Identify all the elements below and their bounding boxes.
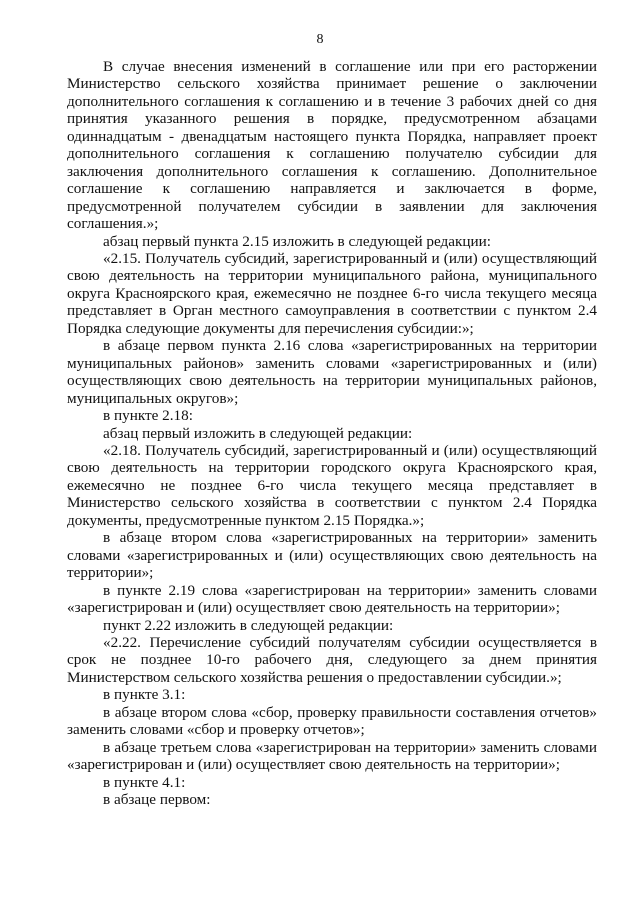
paragraph-instruction-2-18: в пункте 2.18: bbox=[103, 407, 193, 425]
paragraph-instruction-2-16: в абзаце первом пункта 2.16 слова «зарегистрированных на территории муниципальных районов» заменить словами «зарегистрированных и (или) осуществляющих свою деятельность на территории муниципальных районов, муниципальных округов»; bbox=[67, 337, 597, 407]
paragraph-clause-2-15: «2.15. Получатель субсидий, зарегистрированный и (или) осуществляющий свою деятельность на территории муниципального района, муниципального округа Красноярского края, ежемесячно не позднее 6-го числа текущего месяца представляет в Орган местного самоуправления в соответствии с пунктом 2.4 Порядка следующие документы для перечисления субсидии:»; bbox=[67, 249, 597, 337]
paragraph-instruction-4-1: в пункте 4.1: bbox=[103, 773, 186, 791]
page-number: 8 bbox=[316, 32, 324, 47]
paragraph-instruction-3-1-second: в абзаце втором слова «сбор, проверку правильности составления отчетов» заменить словами «сбор и проверку отчетов»; bbox=[67, 703, 597, 739]
paragraph-instruction-2-19: в пункте 2.19 слова «зарегистрирован на территории» заменить словами «зарегистрирован и (или) осуществляет свою деятельность на территории»; bbox=[67, 581, 597, 617]
paragraph-instruction-2-15: абзац первый пункта 2.15 изложить в следующей редакции: bbox=[103, 232, 491, 250]
paragraph-instruction-2-18-second: в абзаце втором слова «зарегистрированных на территории» заменить словами «зарегистрированных и (или) осуществляющих свою деятельность на территории»; bbox=[67, 529, 597, 582]
document-body bbox=[67, 58, 597, 808]
paragraph-clause-2-18: «2.18. Получатель субсидий, зарегистрированный и (или) осуществляющий свою деятельность на территории городского округа Красноярского края, ежемесячно не позднее 6-го числа текущего месяца представляет в Министерство сельского хозяйства в соответствии с пунктом 2.4 Порядка документы, предусмотренные пунктом 2.15 Порядка.»; bbox=[67, 441, 597, 529]
paragraph-clause-2-22: «2.22. Перечисление субсидий получателям субсидии осуществляется в срок не позднее 10-го рабочего дня, следующего за днем принятия Министерством сельского хозяйства решения о предоставлении субсидии.»; bbox=[67, 633, 597, 686]
paragraph-instruction-3-1-third: в абзаце третьем слова «зарегистрирован на территории» заменить словами «зарегистрирован и (или) осуществляет свою деятельность на территории»; bbox=[67, 738, 597, 774]
paragraph-instruction-2-18-first: абзац первый изложить в следующей редакции: bbox=[103, 424, 413, 442]
paragraph-amendment-procedure: В случае внесения изменений в соглашение или при его расторжении Министерство сельского хозяйства принимает решение о заключении дополнительного соглашения к соглашению и в течение 3 рабочих дней со дня принятия указанного решения в порядке, предусмотренном абзацами одиннадцатым - двенадцатым настоящего пункта Порядка, направляет проект дополнительного соглашения к соглашению получателю субсидии для заключения дополнительного соглашения к соглашению. Дополнительное соглашение к соглашению направляется и заключается в форме, предусмотренной получателем субсидии в заявлении для заключения соглашения.»; bbox=[67, 58, 597, 233]
paragraph-instruction-2-22: пункт 2.22 изложить в следующей редакции: bbox=[103, 616, 394, 634]
paragraph-instruction-3-1: в пункте 3.1: bbox=[103, 686, 186, 704]
paragraph-instruction-4-1-first: в абзаце первом: bbox=[103, 791, 211, 809]
